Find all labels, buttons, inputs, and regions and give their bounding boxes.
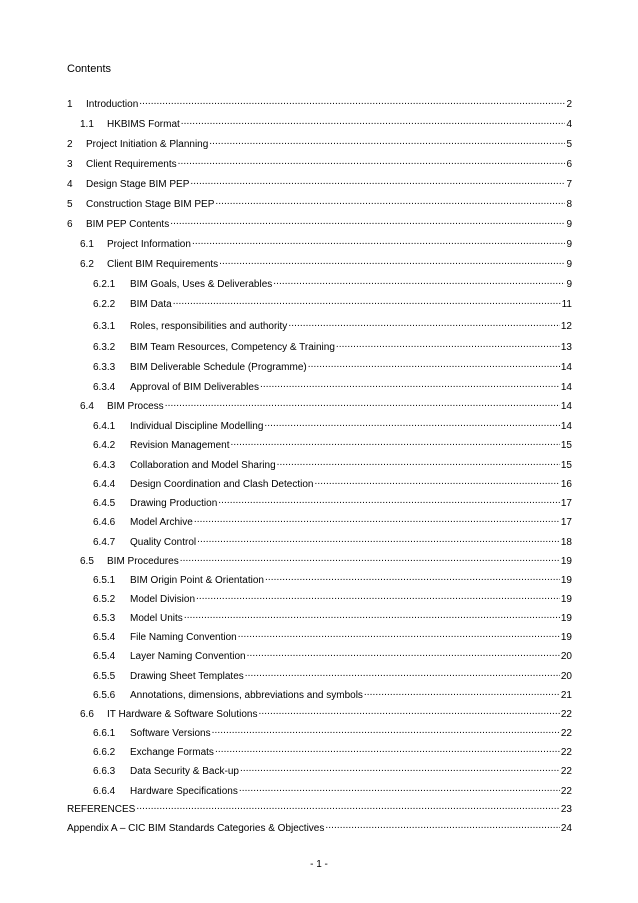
toc-dot-leader	[336, 340, 560, 350]
toc-entry-page: 8	[566, 199, 572, 210]
toc-entry-page: 6	[566, 159, 572, 170]
toc-entry-page: 21	[560, 690, 572, 701]
toc-dot-leader	[219, 257, 565, 267]
toc-entry[interactable]	[67, 137, 572, 151]
toc-entry[interactable]	[80, 707, 572, 721]
toc-entry-title: Appendix A – CIC BIM Standards Categories & Objectives	[67, 823, 325, 834]
toc-entry-title: Design Stage BIM PEP	[86, 179, 190, 190]
toc-entry-title: Introduction	[86, 99, 139, 110]
toc-entry[interactable]	[93, 297, 572, 311]
toc-entry-page: 24	[560, 823, 572, 834]
toc-entry-title: File Naming Convention	[130, 632, 237, 643]
toc-entry[interactable]	[93, 438, 572, 452]
toc-dot-leader	[181, 117, 566, 127]
toc-entry-number: 4	[67, 179, 73, 190]
toc-entry[interactable]	[67, 802, 572, 816]
toc-dot-leader	[264, 419, 559, 429]
toc-entry[interactable]	[93, 277, 572, 291]
toc-dot-leader	[260, 380, 560, 390]
toc-entry[interactable]	[93, 764, 572, 778]
toc-entry-page: 2	[566, 99, 572, 110]
toc-entry-title: Design Coordination and Clash Detection	[130, 479, 314, 490]
toc-entry-page: 11	[561, 299, 572, 310]
toc-entry-title: Collaboration and Model Sharing	[130, 460, 276, 471]
toc-entry-title: Drawing Production	[130, 498, 218, 509]
toc-entry[interactable]	[67, 97, 572, 111]
toc-dot-leader	[273, 277, 565, 287]
toc-entry[interactable]	[93, 515, 572, 529]
toc-entry-title: Roles, responsibilities and authority	[130, 321, 288, 332]
toc-dot-leader	[325, 821, 560, 831]
toc-entry-number: 6.5.5	[93, 671, 116, 682]
toc-entry-page: 20	[560, 651, 572, 662]
toc-entry-title: Data Security & Back-up	[130, 766, 239, 777]
toc-entry-number: 6.4.5	[93, 498, 116, 509]
toc-entry-number: 2	[67, 139, 73, 150]
toc-entry-number: 6.3.4	[93, 382, 116, 393]
toc-entry-page: 18	[560, 537, 572, 548]
toc-entry-number: 6.2.2	[93, 299, 116, 310]
toc-entry[interactable]	[93, 611, 572, 625]
toc-entry-title: BIM PEP Contents	[86, 219, 170, 230]
toc-dot-leader	[218, 496, 560, 506]
toc-entry-number: 6.4.6	[93, 517, 116, 528]
toc-entry-title: Construction Stage BIM PEP	[86, 199, 215, 210]
toc-entry-number: 6.4.7	[93, 537, 116, 548]
toc-entry-title: IT Hardware & Software Solutions	[107, 709, 258, 720]
toc-entry[interactable]	[93, 592, 572, 606]
toc-dot-leader	[277, 458, 560, 468]
toc-dot-leader	[314, 477, 559, 487]
toc-entry-number: 6.5.4	[93, 632, 116, 643]
toc-dot-leader	[192, 237, 566, 247]
toc-entry[interactable]	[93, 573, 572, 587]
toc-dot-leader	[212, 726, 560, 736]
toc-entry-title: Annotations, dimensions, abbreviations and symbols	[130, 690, 363, 701]
toc-entry[interactable]	[93, 380, 572, 394]
toc-entry[interactable]	[93, 458, 572, 472]
toc-entry[interactable]	[93, 419, 572, 433]
toc-entry[interactable]	[67, 177, 572, 191]
toc-entry-title: BIM Team Resources, Competency & Training	[130, 342, 335, 353]
toc-dot-leader	[139, 97, 565, 107]
toc-dot-leader	[245, 669, 560, 679]
toc-entry-number: 6.6	[80, 709, 94, 720]
toc-entry-number: 6.3.2	[93, 342, 116, 353]
toc-entry-title: REFERENCES	[67, 804, 136, 815]
toc-entry-title: Drawing Sheet Templates	[130, 671, 244, 682]
toc-entry-number: 6.5.6	[93, 690, 116, 701]
toc-entry-page: 22	[560, 728, 572, 739]
toc-entry[interactable]	[67, 197, 572, 211]
toc-entry-page: 16	[560, 479, 572, 490]
toc-dot-leader	[238, 630, 560, 640]
toc-entry[interactable]	[93, 477, 572, 491]
toc-entry[interactable]	[80, 554, 572, 568]
toc-entry[interactable]	[93, 340, 572, 354]
toc-entry-number: 6.3.3	[93, 362, 116, 373]
toc-dot-leader	[136, 802, 560, 812]
toc-entry-number: 6.4.4	[93, 479, 116, 490]
toc-entry-page: 19	[560, 632, 572, 643]
toc-dot-leader	[308, 360, 560, 370]
toc-dot-leader	[288, 319, 560, 329]
toc-entry-title: Individual Discipline Modelling	[130, 421, 264, 432]
toc-entry-page: 4	[566, 119, 572, 130]
toc-entry[interactable]	[80, 399, 572, 413]
toc-entry[interactable]	[80, 257, 572, 271]
toc-entry-page: 15	[560, 460, 572, 471]
toc-entry[interactable]	[93, 360, 572, 374]
toc-entry-number: 6	[67, 219, 73, 230]
toc-entry[interactable]	[67, 821, 572, 835]
toc-entry-title: Project Information	[107, 239, 191, 250]
toc-entry-page: 7	[566, 179, 572, 190]
toc-entry[interactable]	[93, 319, 572, 333]
toc-entry-page: 9	[566, 279, 572, 290]
toc-dot-leader	[165, 399, 560, 409]
toc-entry-page: 14	[560, 401, 572, 412]
toc-entry-page: 14	[560, 421, 572, 432]
toc-entry-number: 6.6.3	[93, 766, 116, 777]
toc-entry-title: BIM Process	[107, 401, 164, 412]
toc-entry-number: 6.5.2	[93, 594, 116, 605]
toc-entry-title: BIM Goals, Uses & Deliverables	[130, 279, 273, 290]
toc-entry-title: Hardware Specifications	[130, 786, 238, 797]
toc-dot-leader	[180, 554, 560, 564]
toc-entry-number: 6.5.3	[93, 613, 116, 624]
toc-entry-title: Project Initiation & Planning	[86, 139, 209, 150]
toc-entry-number: 6.6.2	[93, 747, 116, 758]
toc-entry[interactable]	[93, 669, 572, 683]
toc-entry-page: 17	[560, 498, 572, 509]
toc-entry[interactable]	[93, 784, 572, 798]
toc-dot-leader	[178, 157, 566, 167]
toc-entry-number: 6.4	[80, 401, 94, 412]
toc-entry-title: Model Division	[130, 594, 196, 605]
toc-entry-number: 6.4.2	[93, 440, 116, 451]
toc-dot-leader	[231, 438, 560, 448]
toc-entry[interactable]	[80, 237, 572, 251]
toc-entry[interactable]	[93, 496, 572, 510]
toc-entry-number: 3	[67, 159, 73, 170]
toc-dot-leader	[215, 745, 560, 755]
toc-entry-number: 6.5	[80, 556, 94, 567]
toc-entry-number: 6.4.3	[93, 460, 116, 471]
toc-entry-number: 6.2.1	[93, 279, 116, 290]
toc-dot-leader	[247, 649, 560, 659]
toc-entry-page: 14	[560, 362, 572, 373]
toc-entry-page: 19	[560, 575, 572, 586]
toc-entry-page: 12	[560, 321, 572, 332]
toc-entry-page: 20	[560, 671, 572, 682]
toc-dot-leader	[209, 137, 565, 147]
toc-entry-page: 19	[560, 613, 572, 624]
toc-dot-leader	[197, 535, 560, 545]
toc-entry-page: 9	[566, 219, 572, 230]
toc-dot-leader	[258, 707, 559, 717]
toc-dot-leader	[196, 592, 560, 602]
toc-entry-page: 17	[560, 517, 572, 528]
toc-entry-page: 9	[566, 259, 572, 270]
toc-entry-title: Exchange Formats	[130, 747, 214, 758]
toc-entry[interactable]	[93, 726, 572, 740]
toc-entry-title: Approval of BIM Deliverables	[130, 382, 259, 393]
toc-entry-title: Model Archive	[130, 517, 193, 528]
toc-entry-page: 15	[560, 440, 572, 451]
toc-entry-page: 22	[560, 709, 572, 720]
toc-dot-leader	[265, 573, 560, 583]
toc-entry-title: Quality Control	[130, 537, 197, 548]
toc-entry-number: 5	[67, 199, 73, 210]
toc-entry[interactable]	[80, 117, 572, 131]
toc-entry-title: Layer Naming Convention	[130, 651, 246, 662]
toc-dot-leader	[184, 611, 560, 621]
toc-dot-leader	[215, 197, 565, 207]
toc-entry-number: 1	[67, 99, 73, 110]
toc-entry-title: Client Requirements	[86, 159, 177, 170]
toc-entry-page: 13	[560, 342, 572, 353]
toc-entry[interactable]	[93, 745, 572, 759]
toc-entry-title: BIM Deliverable Schedule (Programme)	[130, 362, 307, 373]
toc-entry-number: 6.5.4	[93, 651, 116, 662]
toc-entry[interactable]	[93, 630, 572, 644]
toc-entry-page: 14	[560, 382, 572, 393]
toc-entry[interactable]	[93, 535, 572, 549]
toc-entry-number: 6.2	[80, 259, 94, 270]
toc-dot-leader	[170, 217, 565, 227]
toc-entry[interactable]	[93, 649, 572, 663]
toc-entry-page: 5	[566, 139, 572, 150]
toc-dot-leader	[239, 784, 560, 794]
contents-heading: Contents	[67, 63, 112, 75]
toc-dot-leader	[190, 177, 565, 187]
toc-entry-page: 19	[560, 594, 572, 605]
toc-entry-page: 22	[560, 766, 572, 777]
toc-entry[interactable]	[67, 157, 572, 171]
toc-entry[interactable]	[93, 688, 572, 702]
toc-dot-leader	[364, 688, 560, 698]
toc-entry-title: BIM Data	[130, 299, 172, 310]
toc-dot-leader	[240, 764, 560, 774]
toc-dot-leader	[194, 515, 560, 525]
toc-entry-page: 22	[560, 747, 572, 758]
toc-entry-title: HKBIMS Format	[107, 119, 180, 130]
toc-entry-page: 9	[566, 239, 572, 250]
toc-entry-title: Client BIM Requirements	[107, 259, 219, 270]
toc-entry-title: Model Units	[130, 613, 183, 624]
toc-entry-number: 6.1	[80, 239, 94, 250]
toc-dot-leader	[173, 297, 561, 307]
toc-entry-title: BIM Procedures	[107, 556, 179, 567]
toc-entry-page: 22	[560, 786, 572, 797]
page-number: - 1 -	[310, 859, 328, 870]
toc-entry[interactable]	[67, 217, 572, 231]
toc-entry-number: 6.6.4	[93, 786, 116, 797]
toc-entry-title: Software Versions	[130, 728, 211, 739]
toc-entry-page: 23	[560, 804, 572, 815]
toc-entry-number: 6.3.1	[93, 321, 116, 332]
toc-entry-number: 6.6.1	[93, 728, 116, 739]
toc-entry-number: 1.1	[80, 119, 94, 130]
toc-entry-number: 6.5.1	[93, 575, 116, 586]
toc-entry-title: BIM Origin Point & Orientation	[130, 575, 264, 586]
toc-entry-title: Revision Management	[130, 440, 230, 451]
toc-entry-page: 19	[560, 556, 572, 567]
toc-entry-number: 6.4.1	[93, 421, 116, 432]
